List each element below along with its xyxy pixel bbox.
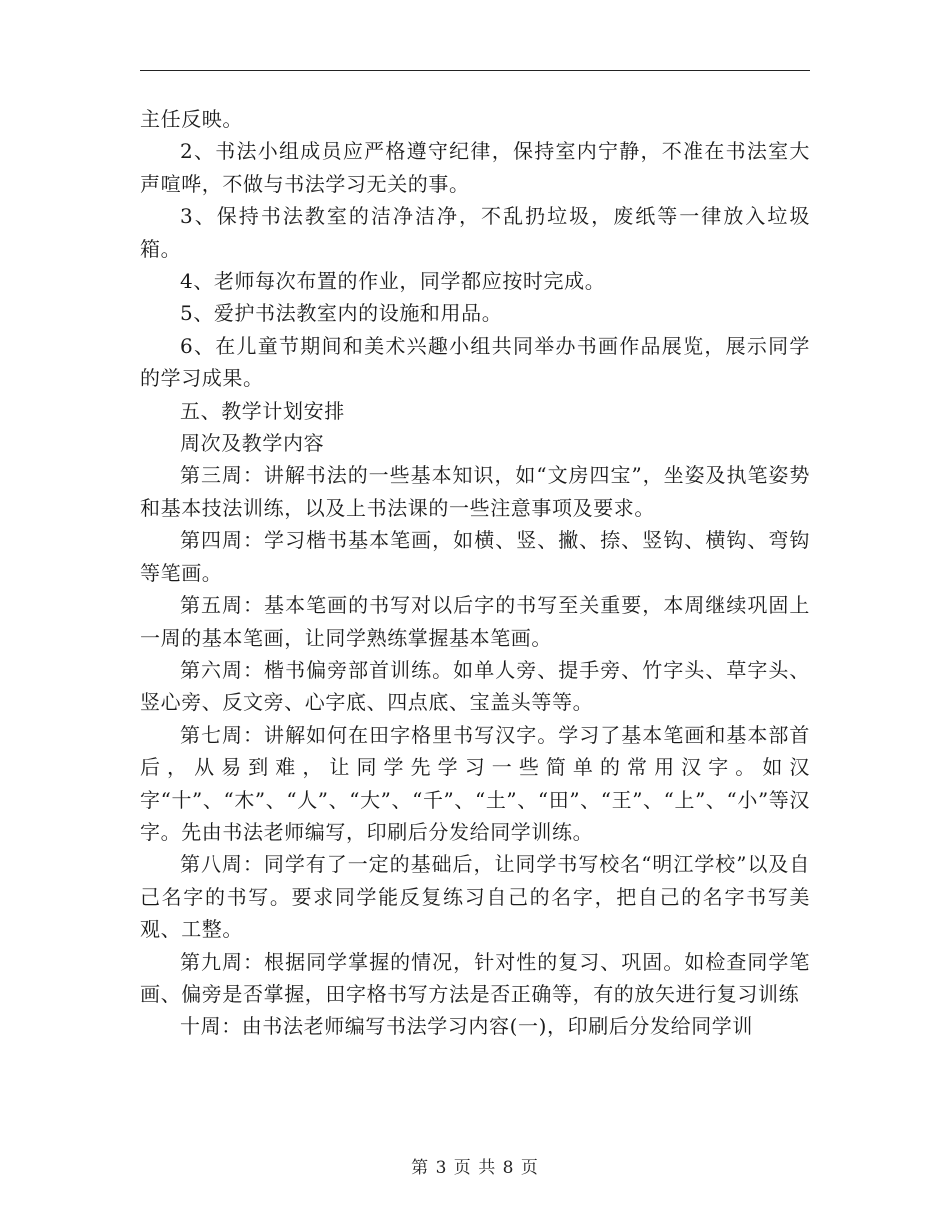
- paragraph-week-9: 第九周：根据同学掌握的情况，针对性的复习、巩固。如检查同学笔画、偏旁是否掌握，田字格书写方法是否正确等，有的放矢进行复习训练: [140, 949, 810, 1006]
- paragraph-week-5: 第五周：基本笔画的书写对以后字的书写至关重要，本周继续巩固上一周的基本笔画，让同学熟练掌握基本笔画。: [140, 593, 810, 650]
- document-body: [140, 103, 810, 1043]
- section-heading: 五、教学计划安排: [180, 398, 345, 423]
- page-number: 第 3 页 共 8 页: [411, 1158, 539, 1178]
- paragraph-rule-5: 5、爱护书法教室内的设施和用品。: [180, 301, 503, 326]
- paragraph-rule-4: 4、老师每次布置的作业，同学都应按时完成。: [180, 269, 606, 294]
- paragraph-continuation: 主任反映。: [140, 107, 243, 131]
- paragraph-week-8: 第八周：同学有了一定的基础后，让同学书写校名“明江学校”以及自己名字的书写。要求同学能反复练习自己的名字，把自己的名字书写美观、工整。: [140, 852, 810, 942]
- paragraph-rule-6: 6、在儿童节期间和美术兴趣小组共同举办书画作品展览，展示同学的学习成果。: [140, 333, 810, 391]
- paragraph-week-7: 第七周：讲解如何在田字格里书写汉字。学习了基本笔画和基本部首后，从易到难，让同学先学习一些简单的常用汉字。如汉字“十”、“木”、“人”、“大”、“千”、“土”、“田”、“王”、“上”、“小”等汉字。先由书法老师编写，印刷后分发给同学训练。: [140, 722, 810, 844]
- paragraph-rule-3: 3、保持书法教室的洁净洁净，不乱扔垃圾，废纸等一律放入垃圾箱。: [140, 204, 810, 261]
- paragraph-week-4: 第四周：学习楷书基本笔画，如横、竖、撇、捺、竖钩、横钩、弯钩等笔画。: [140, 528, 810, 585]
- paragraph-rule-2: 2、书法小组成员应严格遵守纪律，保持室内宁静，不准在书法室大声喧哗，不做与书法学习无关的事。: [140, 139, 810, 196]
- paragraph-week-10: 十周：由书法老师编写书法学习内容(一)，印刷后分发给同学训: [180, 1014, 754, 1039]
- header-divider: [140, 70, 810, 71]
- paragraph-week-6: 第六周：楷书偏旁部首训练。如单人旁、提手旁、竹字头、草字头、竖心旁、反文旁、心字底、四点底、宝盖头等等。: [140, 657, 810, 715]
- paragraph-week-3: 第三周：讲解书法的一些基本知识，如“文房四宝”，坐姿及执笔姿势和基本技法训练，以及上书法课的一些注意事项及要求。: [140, 463, 810, 520]
- subheading: 周次及教学内容: [180, 431, 325, 456]
